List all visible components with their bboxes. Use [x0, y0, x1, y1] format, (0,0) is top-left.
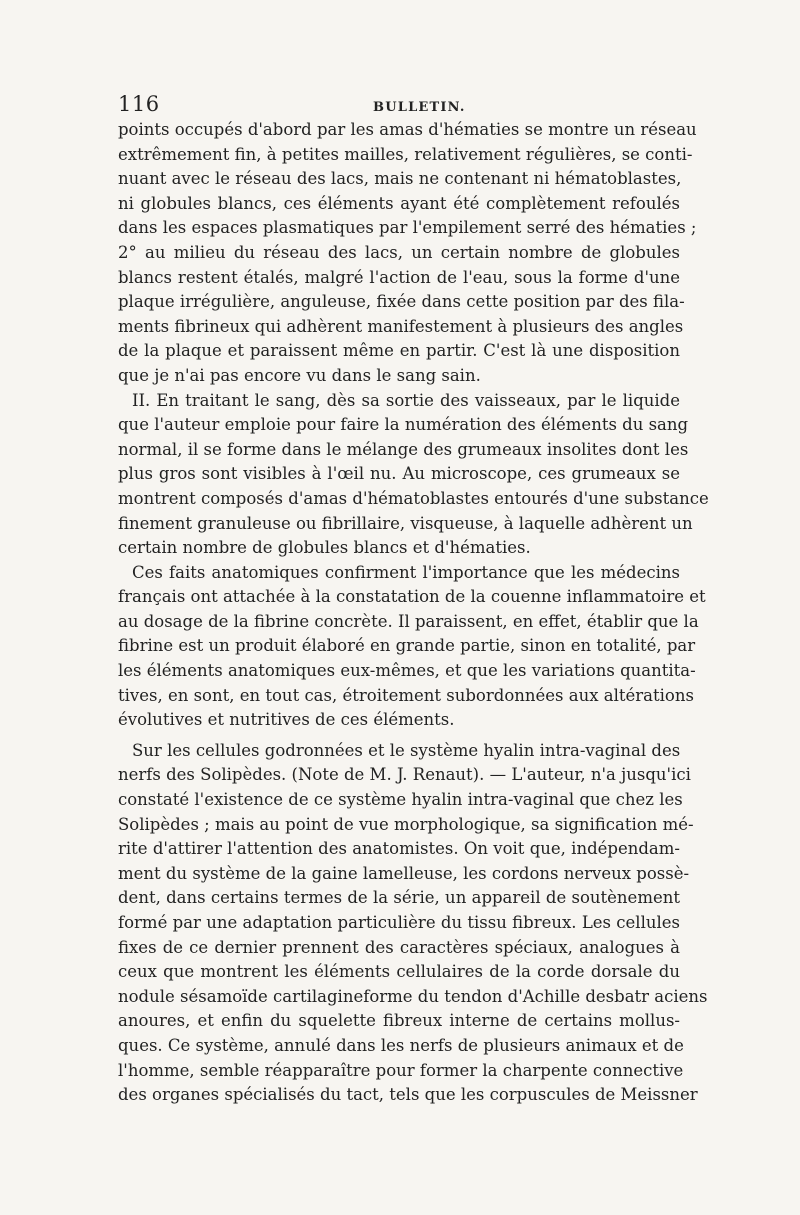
text-line: évolutives et nutritives de ces éléments.	[118, 710, 455, 730]
text-line: Sur les cellules godronnées et le système hyalin intra-vaginal des	[132, 740, 681, 760]
text-line: dent, dans certains termes de la série, un appareil de soutènement	[118, 888, 680, 908]
text-line: les éléments anatomiques eux-mêmes, et que les variations quantita-	[118, 661, 696, 681]
text-line: tives, en sont, en tout cas, étroitement subordonnées aux altérations	[118, 685, 694, 705]
text-line: l'homme, semble réapparaître pour former la charpente connective	[118, 1060, 684, 1080]
text-line: nuant avec le réseau des lacs, mais ne contenant ni hématoblastes,	[118, 169, 682, 189]
body-text	[118, 118, 709, 1108]
text-line: Solipèdes ; mais au point de vue morphologique, sa signification mé-	[118, 814, 694, 834]
text-line: extrêmement fin, à petites mailles, relativement régulières, se conti-	[118, 144, 693, 164]
text-line: que je n'ai pas encore vu dans le sang sain.	[118, 365, 481, 385]
text-line: ques. Ce système, annulé dans les nerfs de plusieurs animaux et de	[118, 1035, 684, 1055]
text-line: 2° au milieu du réseau des lacs, un certain nombre de globules	[118, 242, 680, 262]
text-line: ments fibrineux qui adhèrent manifestement à plusieurs des angles	[118, 316, 684, 336]
text-line: ceux que montrent les éléments cellulaires de la corde dorsale du	[118, 962, 680, 982]
text-line: certain nombre de globules blancs et d'hématies.	[118, 538, 531, 558]
text-line: rite d'attirer l'attention des anatomistes. On voit que, indépendam-	[118, 839, 680, 859]
text-line: des organes spécialisés du tact, tels que les corpuscules de Meissner	[118, 1085, 698, 1105]
text-line: fixes de ce dernier prennent des caractères spéciaux, analogues à	[118, 937, 680, 957]
text-line: français ont attachée à la constatation de la couenne inflammatoire et	[118, 587, 706, 607]
text-line: dans les espaces plasmatiques par l'empilement serré des hématies ;	[118, 218, 697, 238]
text-line: montrent composés d'amas d'hématoblastes entourés d'une substance	[118, 488, 709, 508]
text-line: plus gros sont visibles à l'œil nu. Au microscope, ces grumeaux se	[118, 464, 680, 484]
text-line: II. En traitant le sang, dès sa sortie des vaisseaux, par le liquide	[132, 390, 680, 410]
text-line: fibrine est un produit élaboré en grande partie, sinon en totalité, par	[118, 636, 696, 656]
text-line: blancs restent étalés, malgré l'action de l'eau, sous la forme d'une	[118, 267, 680, 287]
text-line: nodule sésamoïde cartilagineforme du tendon d'Achille desbatr aciens	[118, 986, 708, 1006]
paragraph-1	[118, 118, 697, 389]
text-line: que l'auteur emploie pour faire la numération des éléments du sang	[118, 415, 689, 435]
running-head: BULLETIN.	[373, 100, 466, 115]
text-line: anoures, et enfin du squelette fibreux interne de certains mollus-	[118, 1011, 680, 1031]
text-line: de la plaque et paraissent même en partir. C'est là une disposition	[118, 341, 680, 361]
text-line: ni globules blancs, ces éléments ayant été complètement refoulés	[118, 193, 680, 213]
page-number: 116	[118, 92, 160, 116]
text-line: formé par une adaptation particulière du tissu fibreux. Les cellules	[118, 913, 680, 932]
paragraph-2	[118, 389, 709, 561]
text-line: constaté l'existence de ce système hyalin intra-vaginal que chez les	[118, 790, 683, 810]
text-line: nerfs des Solipèdes. (Note de M. J. Renaut). — L'auteur, n'a jusqu'ici	[118, 765, 691, 785]
text-line: plaque irrégulière, anguleuse, fixée dans cette position par des fila-	[118, 292, 685, 312]
text-line: finement granuleuse ou fibrillaire, visqueuse, à laquelle adhèrent un	[118, 513, 693, 533]
paragraph-3	[118, 561, 706, 733]
text-line: normal, il se forme dans le mélange des grumeaux insolites dont les	[118, 439, 689, 459]
paragraph-4	[118, 739, 708, 1108]
text-line: Ces faits anatomiques confirment l'importance que les médecins	[132, 562, 680, 582]
text-line: points occupés d'abord par les amas d'hématies se montre un réseau	[118, 120, 697, 139]
text-line: ment du système de la gaine lamelleuse, les cordons nerveux possè-	[118, 863, 690, 883]
text-line: au dosage de la fibrine concrète. Il paraissent, en effet, établir que la	[118, 611, 699, 631]
